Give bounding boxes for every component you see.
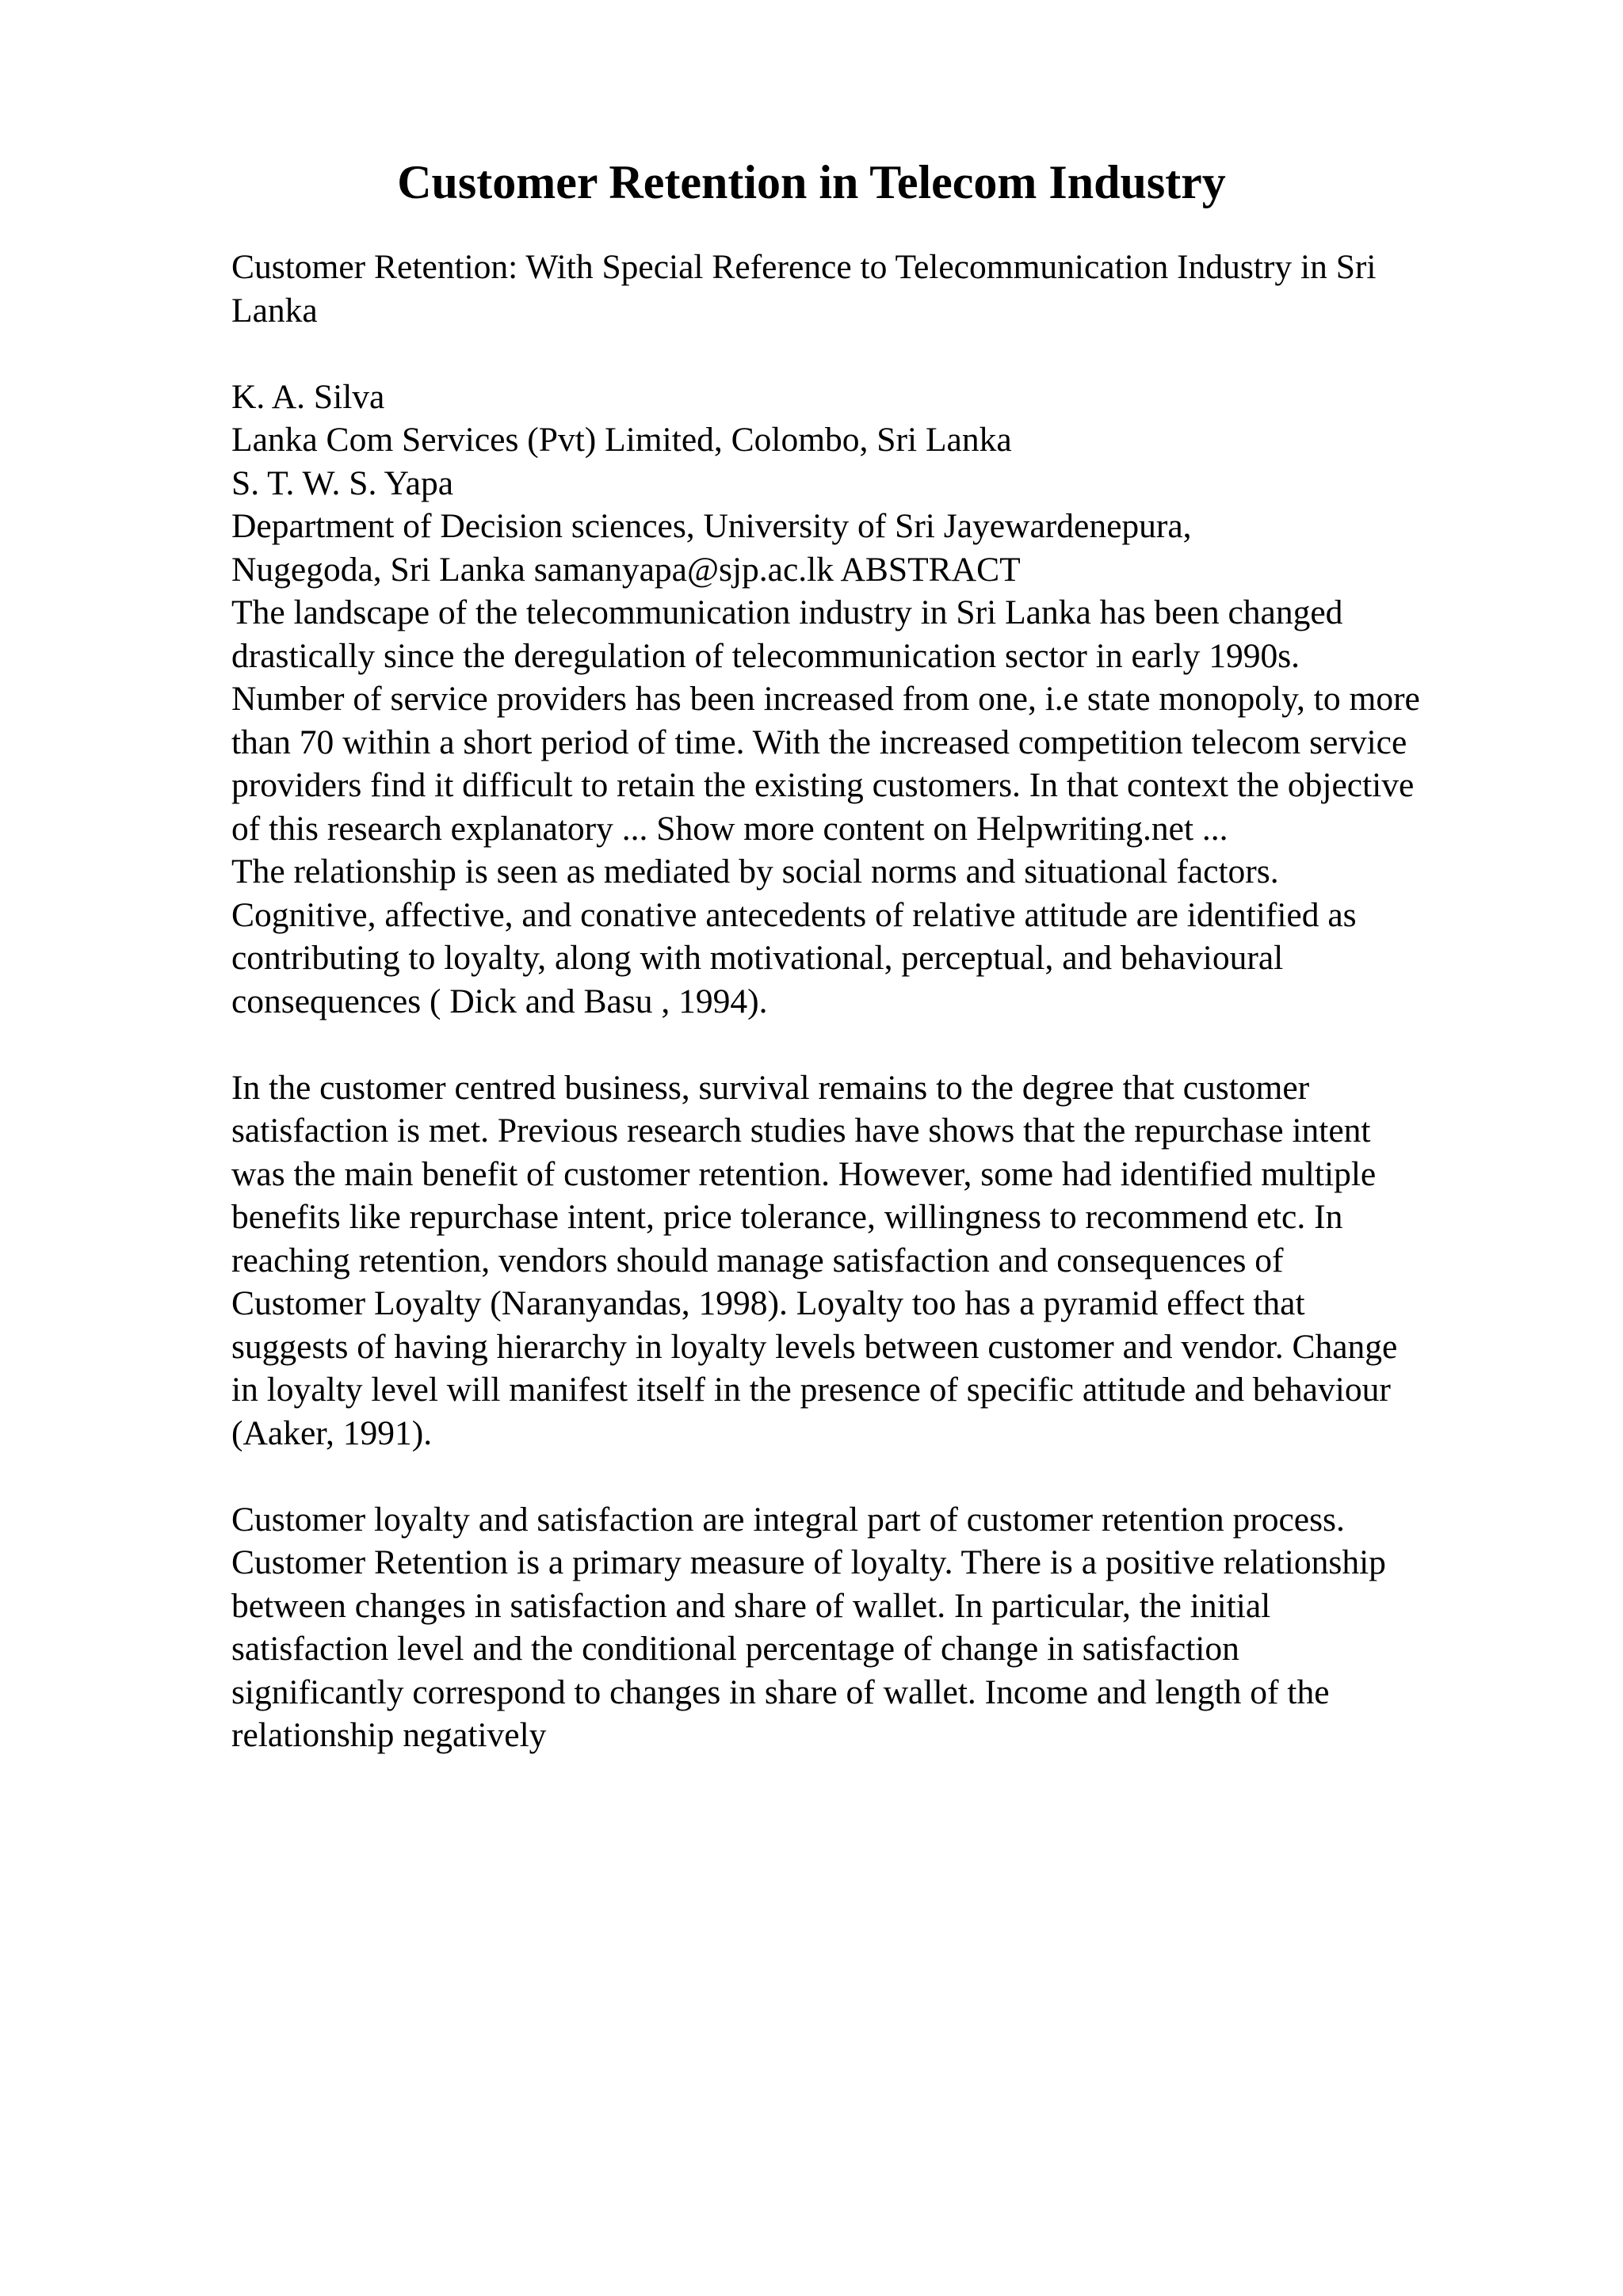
paragraph-line: reaching retention, vendors should manage satisfaction and consequences of bbox=[231, 1241, 1284, 1280]
document-body bbox=[231, 246, 1531, 1757]
author-affiliation: Department of Decision sciences, University of Sri Jayewardenepura, bbox=[231, 507, 1192, 545]
abstract-line: consequences ( Dick and Basu , 1994). bbox=[231, 982, 768, 1020]
paragraph-line: was the main benefit of customer retention. However, some had identified multiple bbox=[231, 1154, 1377, 1193]
paragraph-3 bbox=[231, 1498, 1531, 1757]
abstract-line: of this research explanatory ... Show more content on Helpwriting.net ... bbox=[231, 809, 1228, 848]
paragraph-line: (Aaker, 1991). bbox=[231, 1413, 433, 1452]
author-name: K. A. Silva bbox=[231, 377, 385, 416]
paragraph-line: In the customer centred business, survival remains to the degree that customer bbox=[231, 1068, 1310, 1107]
paragraph-line: suggests of having hierarchy in loyalty levels between customer and vendor. Change bbox=[231, 1327, 1398, 1366]
paragraph-line: relationship negatively bbox=[231, 1716, 547, 1754]
abstract-line: The landscape of the telecommunication industry in Sri Lanka has been changed bbox=[231, 593, 1343, 631]
paragraph-2 bbox=[231, 1066, 1531, 1455]
paragraph-line: in loyalty level will manifest itself in the presence of specific attitude and behaviour bbox=[231, 1371, 1391, 1409]
subtitle-line: Customer Retention: With Special Reference to Telecommunication Industry in Sri bbox=[231, 248, 1377, 286]
abstract-line: providers find it difficult to retain the existing customers. In that context the objective bbox=[231, 766, 1415, 804]
paragraph-line: benefits like repurchase intent, price tolerance, willingness to recommend etc. In bbox=[231, 1198, 1343, 1236]
author-name: S. T. W. S. Yapa bbox=[231, 463, 454, 502]
paragraph-line: Customer Retention is a primary measure of loyalty. There is a positive relationship bbox=[231, 1543, 1386, 1581]
subtitle-line: Lanka bbox=[231, 291, 318, 330]
paragraph-line: between changes in satisfaction and share of wallet. In particular, the initial bbox=[231, 1586, 1271, 1625]
authors-abstract-block bbox=[231, 376, 1531, 1024]
abstract-line: drastically since the deregulation of telecommunication sector in early 1990s. bbox=[231, 636, 1300, 675]
author-affiliation: Nugegoda, Sri Lanka samanyapa@sjp.ac.lk ABSTRACT bbox=[231, 550, 1021, 589]
document-title: Customer Retention in Telecom Industry bbox=[397, 156, 1226, 208]
paragraph-line: satisfaction is met. Previous research studies have shows that the repurchase intent bbox=[231, 1112, 1371, 1150]
abstract-line: Number of service providers has been increased from one, i.e state monopoly, to more bbox=[231, 680, 1420, 718]
spacer bbox=[231, 1023, 1531, 1066]
spacer bbox=[231, 332, 1531, 376]
paragraph-line: Customer Loyalty (Naranyandas, 1998). Loyalty too has a pyramid effect that bbox=[231, 1284, 1305, 1322]
author-affiliation: Lanka Com Services (Pvt) Limited, Colombo, Sri Lanka bbox=[231, 421, 1012, 459]
spacer bbox=[231, 1455, 1531, 1498]
paragraph-line: Customer loyalty and satisfaction are integral part of customer retention process. bbox=[231, 1500, 1345, 1539]
abstract-line: The relationship is seen as mediated by social norms and situational factors. bbox=[231, 852, 1279, 891]
paragraph-line: significantly correspond to changes in share of wallet. Income and length of the bbox=[231, 1672, 1330, 1711]
paragraph-line: satisfaction level and the conditional percentage of change in satisfaction bbox=[231, 1630, 1239, 1668]
subtitle bbox=[231, 246, 1531, 332]
abstract-line: Cognitive, affective, and conative antecedents of relative attitude are identified as bbox=[231, 895, 1357, 934]
abstract-line: contributing to loyalty, along with motivational, perceptual, and behavioural bbox=[231, 939, 1284, 977]
abstract-line: than 70 within a short period of time. With the increased competition telecom service bbox=[231, 723, 1407, 761]
